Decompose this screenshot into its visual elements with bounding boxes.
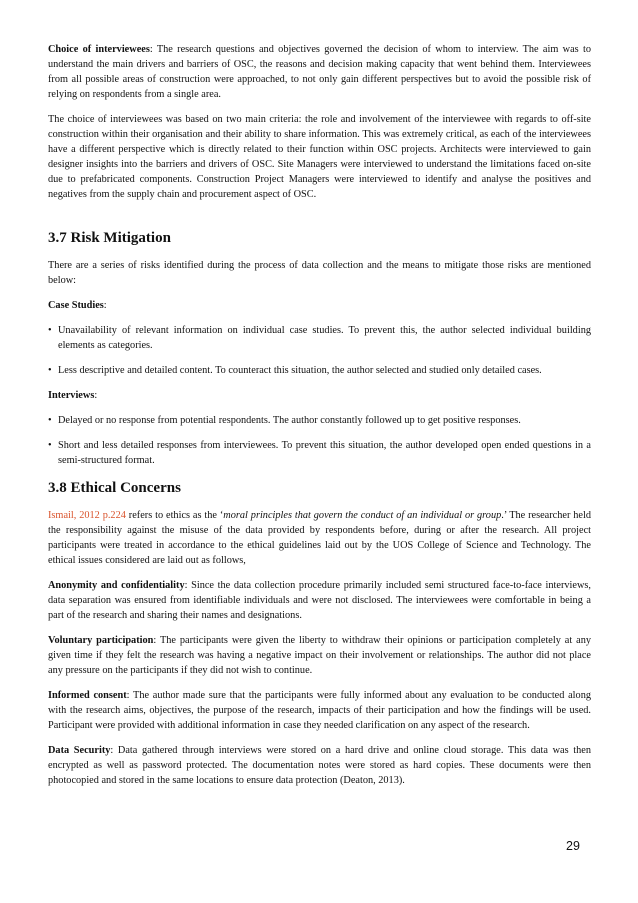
term-label: Choice of interviewees <box>48 44 150 55</box>
bullet-icon: • <box>48 325 52 336</box>
term-label: Voluntary participation <box>48 635 154 646</box>
list-item <box>48 438 591 468</box>
list-item-text: Short and less detailed responses from interviewees. To prevent this situation, the author developed open ended questions in a semi-structured format. <box>58 440 591 466</box>
page-number: 29 <box>566 839 580 853</box>
subheading-interviews: Interviews: <box>48 390 98 401</box>
interviews-label: Interviews <box>48 390 95 401</box>
paragraph-text: : The research questions and objectives governed the decision of whom to interview. The aim was to understand the main drivers and barriers of OSC, the reasons and decision making capacity that went behind them. Interviewees from all possible areas of construction were approached, to not only gain different perspectives but to avoid the possible risk of relying on respondents from a single area. <box>48 44 591 100</box>
paragraph-informed-consent: Informed consent: The author made sure that the participants were fully informed about any evaluation to be conducted along with the research aims, objectives, the purpose of the research, impacts of their participation and how the findings will be used. Participant were provided with additional information in case they needed clarification on any aspect of the research. <box>48 690 591 731</box>
term-label: Informed consent <box>48 690 127 701</box>
section-heading-risk-mitigation: 3.7 Risk Mitigation <box>48 230 171 246</box>
term-label: Anonymity and confidentiality <box>48 580 185 591</box>
list-item <box>48 323 591 353</box>
paragraph-data-security: Data Security: Data gathered through interviews were stored on a hard drive and online cloud storage. This data was then encrypted as well as password protected. The documentation notes were stored as hard copies. These documents were then photocopied and stored in the same locations to ensure data protection (Deaton, 2013). <box>48 745 592 786</box>
paragraph-interviewee-criteria: The choice of interviewees was based on two main criteria: the role and involvement of the interviewee with regards to off-site construction within their organisation and their ability to share information. This was extremely critical, as each of the interviewees have a different perspective which is directly related to their function within OSC projects. Architects were interviewed to gain designer insights into the barriers and drivers of OSC. Site Managers were interviewed to understand the limitations faced on-site due to prefabricated components. Construction Project Managers were interviewed to identify and analyse the positives and negatives from the supply chain and procurement aspect of OSC. <box>48 114 591 200</box>
paragraph-risk-intro: There are a series of risks identified during the process of data collection and the means to mitigate those risks are mentioned below: <box>48 260 591 286</box>
case-studies-label: Case Studies <box>48 300 104 311</box>
bullet-icon: • <box>48 365 52 376</box>
paragraph-anonymity: Anonymity and confidentiality: Since the data collection procedure primarily included semi structured face-to-face interviews, data separation was ensured from identifiable individuals and were not disclosed. The interviewees were comfortable in being a part of the research and sharing their names and designations. <box>48 580 591 621</box>
bullet-icon: • <box>48 440 52 451</box>
section-heading-ethical-concerns: 3.8 Ethical Concerns <box>48 480 181 496</box>
paragraph-ethics-intro: Ismail, 2012 p.224 refers to ethics as the ‘moral principles that govern the conduct of an individual or group.’ The researcher held the responsibility against the misuse of the data provided by respondents before, during or after the research. All project participants were treated in accordance to the ethical guidelines laid out by the UOS College of Science and Technology. The ethical issues considered are laid out as follows, <box>48 510 592 566</box>
list-item-text: Delayed or no response from potential respondents. The author constantly followed up to get positive responses. <box>58 415 521 426</box>
subheading-case-studies: Case Studies: <box>48 300 107 311</box>
term-label: Data Security <box>48 745 111 756</box>
list-item <box>48 363 591 378</box>
paragraph-voluntary-participation: Voluntary participation: The participants were given the liberty to withdraw their opinions or participation completely at any given time if they felt the research was having a negative impact on their involvement or relationships. The author did not place any pressure on the participants if they did not wish to continue. <box>48 635 592 676</box>
list-item <box>48 413 591 428</box>
quote-text: moral principles that govern the conduct of an individual or group <box>223 510 502 521</box>
paragraph-choice-of-interviewees <box>48 42 591 102</box>
document-page <box>48 42 591 788</box>
list-item-text: Unavailability of relevant information on individual case studies. To prevent this, the author selected individual building elements as categories. <box>58 325 591 351</box>
citation-link[interactable]: Ismail, 2012 p.224 <box>48 510 126 521</box>
list-item-text: Less descriptive and detailed content. To counteract this situation, the author selected and studied only detailed cases. <box>58 365 542 376</box>
bullet-icon: • <box>48 415 52 426</box>
